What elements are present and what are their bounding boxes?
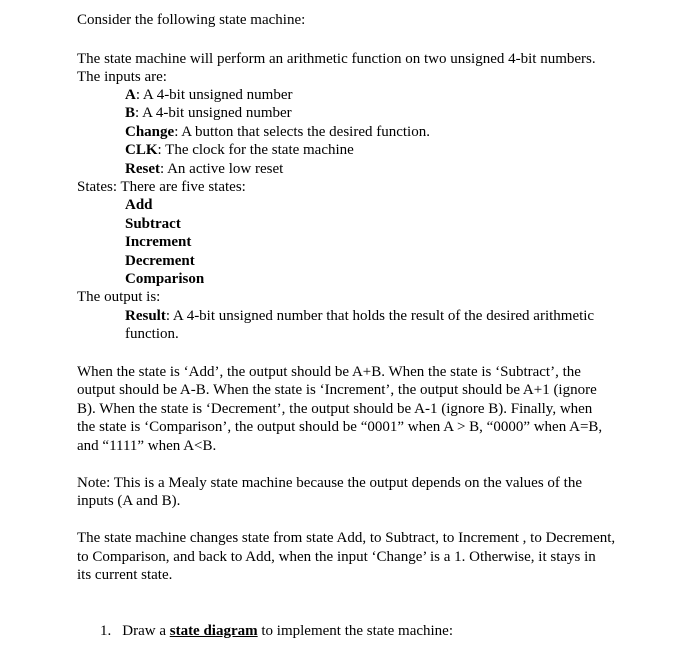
paragraph-line: When the state is ‘Add’, the output should be A+B. When the state is ‘Subtract’, the: [77, 364, 581, 380]
input-item: [125, 160, 283, 178]
paragraph-line: The inputs are:: [77, 69, 167, 85]
output-item: [125, 307, 594, 325]
state-item: Subtract: [125, 216, 181, 232]
question-text: to implement the state machine:: [257, 623, 453, 639]
input-desc: : A button that selects the desired function.: [174, 124, 430, 140]
state-item: Comparison: [125, 271, 205, 287]
paragraph-line: the state is ‘Comparison’, the output should be “0001” when A > B, “0000” when A=B,: [77, 419, 603, 435]
output-name: Result: [125, 308, 166, 324]
output-intro: The output is:: [77, 289, 161, 305]
intro-text: Consider the following state machine:: [77, 12, 306, 28]
input-desc: : The clock for the state machine: [157, 142, 354, 158]
states-intro: States: There are five states:: [77, 179, 246, 195]
input-desc: : An active low reset: [159, 161, 284, 177]
paragraph-line: to Comparison, and back to Add, when the input ‘Change’ is a 1. Otherwise, it stays in: [77, 549, 596, 565]
question-text: Draw a: [122, 623, 170, 639]
input-name: Reset: [125, 161, 160, 177]
input-name: B: [125, 105, 136, 121]
output-desc-continued: function.: [125, 326, 179, 342]
paragraph-line: B). When the state is ‘Decrement’, the output should be A-1 (ignore B). Finally, when: [77, 401, 593, 417]
output-desc: : A 4-bit unsigned number that holds the result of the desired arithmetic: [165, 308, 595, 324]
input-name: A: [125, 87, 136, 103]
paragraph-line: The state machine will perform an arithmetic function on two unsigned 4-bit numbers.: [77, 51, 596, 67]
input-item: [125, 141, 354, 159]
input-item: [125, 86, 293, 104]
input-item: [125, 123, 430, 141]
state-item: Increment: [125, 234, 192, 250]
paragraph-line: its current state.: [77, 567, 173, 583]
note-line: inputs (A and B).: [77, 493, 181, 509]
input-desc: : A 4-bit unsigned number: [135, 105, 292, 121]
question-1: [100, 622, 453, 640]
input-desc: : A 4-bit unsigned number: [135, 87, 293, 103]
note-line: Note: This is a Mealy state machine because the output depends on the values of the: [77, 475, 582, 491]
question-number: 1.: [100, 623, 112, 639]
input-name: Change: [125, 124, 175, 140]
state-diagram-term: state diagram: [169, 623, 258, 639]
paragraph-line: The state machine changes state from state Add, to Subtract, to Increment , to Decrement,: [77, 530, 616, 546]
state-item: Add: [125, 197, 153, 213]
input-item: [125, 104, 292, 122]
paragraph-line: and “1111” when A<B.: [77, 438, 217, 454]
paragraph-line: output should be A-B. When the state is ‘Increment’, the output should be A+1 (ignore: [77, 382, 597, 398]
input-name: CLK: [125, 142, 158, 158]
state-item: Decrement: [125, 253, 195, 269]
